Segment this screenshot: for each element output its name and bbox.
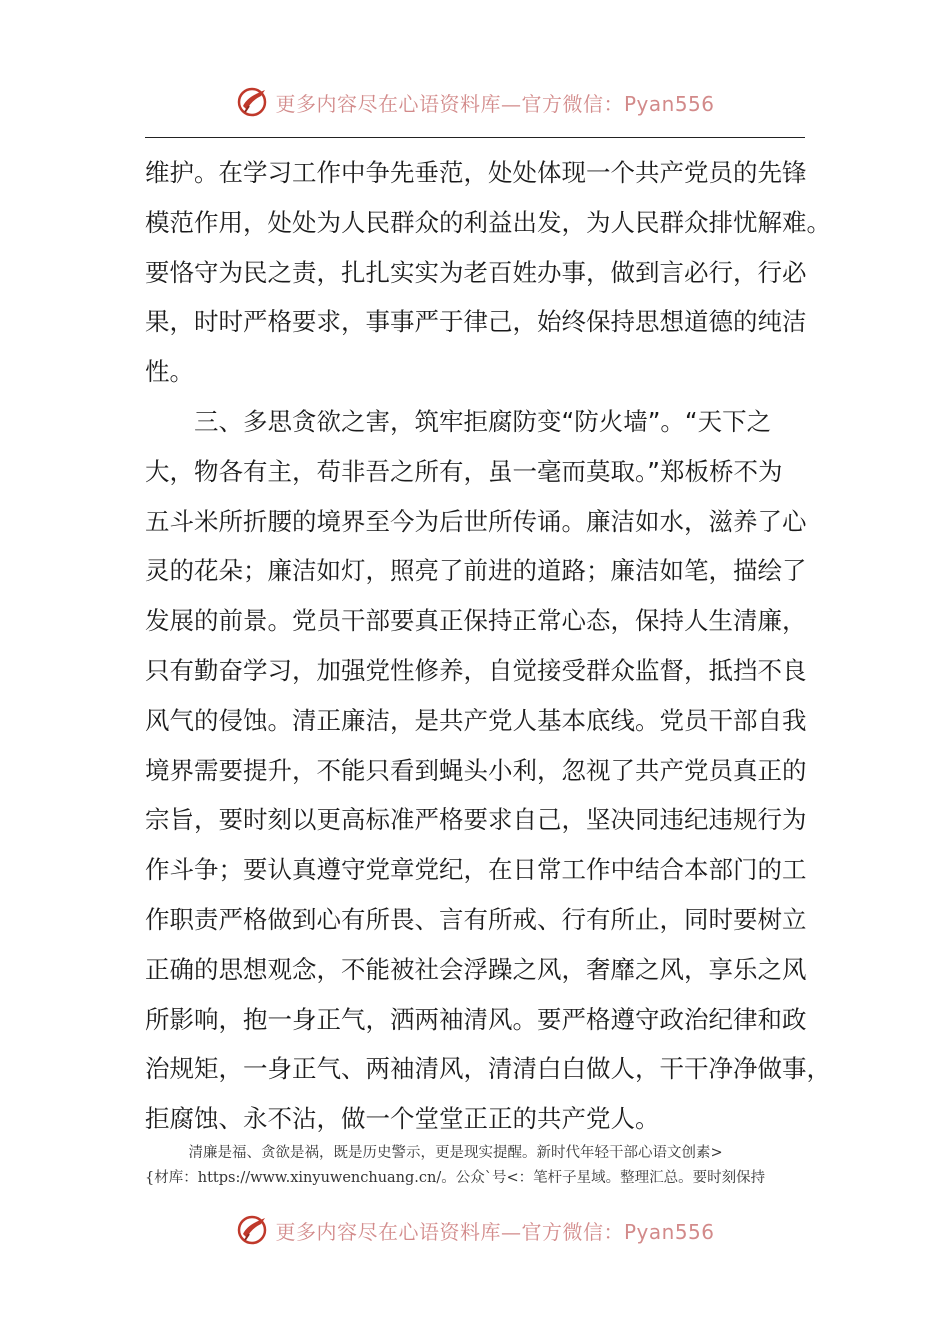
body-line: 大，物各有主，苟非吾之所有，虽一毫而莫取。”郑板桥不为 (145, 456, 783, 486)
body-line: 发展的前景。党员干部要真正保持正常心态，保持人生清廉， (145, 606, 807, 636)
header-divider (145, 137, 805, 138)
banner-text: 更多内容尽在心语资料库—官方微信：Pyan556 (275, 91, 715, 116)
pen-logo-icon (235, 84, 271, 120)
body-line: 正确的思想观念，不能被社会浮躁之风，奢靡之风，享乐之风 (145, 954, 807, 984)
body-line: 性。 (145, 357, 194, 387)
body-line: 果，时时严格要求，事事严于律己，始终保持思想道德的纯洁 (145, 307, 807, 337)
footnote-line: {材库：https://www.xinyuwenchuang.cn/。公众`号<：笔杆子星域。整理汇总。要时刻保持 (145, 1170, 766, 1186)
body-line: 维护。在学习工作中争先垂范，处处体现一个共产党员的先锋 (145, 158, 807, 187)
body-line: 只有勤奋学习，加强党性修养，自觉接受群众监督，抵挡不良 (145, 655, 807, 685)
body-line: 所影响，抱一身正气，洒两袖清风。要严格遵守政治纪律和政 (145, 1004, 807, 1034)
document-body (145, 148, 831, 1144)
body-line: 要恪守为民之责，扎扎实实为老百姓办事，做到言必行，行必 (145, 257, 807, 287)
body-line: 拒腐蚀、永不沾，做一个堂堂正正的共产党人。 (145, 1104, 660, 1134)
body-line: 五斗米所折腰的境界至今为后世所传诵。廉洁如水，滋养了心 (145, 506, 807, 536)
banner-wechat-id: Pyan556 (623, 91, 715, 116)
body-line: 作职责严格做到心有所畏、言有所戒、行有所止，同时要树立 (145, 904, 807, 934)
body-line: 灵的花朵；廉洁如灯，照亮了前进的道路；廉洁如笔，描绘了 (145, 556, 807, 586)
footer-banner (0, 1206, 950, 1254)
body-line: 三、多思贪欲之害，筑牢拒腐防变“防火墙”。“天下之 (145, 406, 772, 436)
body-line: 宗旨，要时刻以更高标准严格要求自己，坚决同违纪违规行为 (145, 805, 807, 835)
banner-wechat-id: Pyan556 (623, 1219, 715, 1244)
body-line: 风气的侵蚀。清正廉洁，是共产党人基本底线。党员干部自我 (145, 705, 807, 735)
body-line: 模范作用，处处为人民群众的利益出发，为人民群众排忧解难。 (145, 207, 831, 237)
body-line: 境界需要提升，不能只看到蝇头小利，忽视了共产党员真正的 (145, 755, 807, 785)
body-line: 治规矩，一身正气、两袖清风，清清白白做人，干干净净做事， (145, 1054, 831, 1084)
pen-logo-icon (235, 1212, 271, 1248)
body-line: 作斗争；要认真遵守党章党纪，在日常工作中结合本部门的工 (145, 855, 807, 885)
footnote (145, 1141, 815, 1191)
footnote-line: 清廉是福、贪欲是祸，既是历史警示，更是现实提醒。新时代年轻干部心语文创素> (145, 1145, 723, 1161)
banner-text: 更多内容尽在心语资料库—官方微信：Pyan556 (275, 1219, 715, 1244)
header-banner (0, 78, 950, 126)
